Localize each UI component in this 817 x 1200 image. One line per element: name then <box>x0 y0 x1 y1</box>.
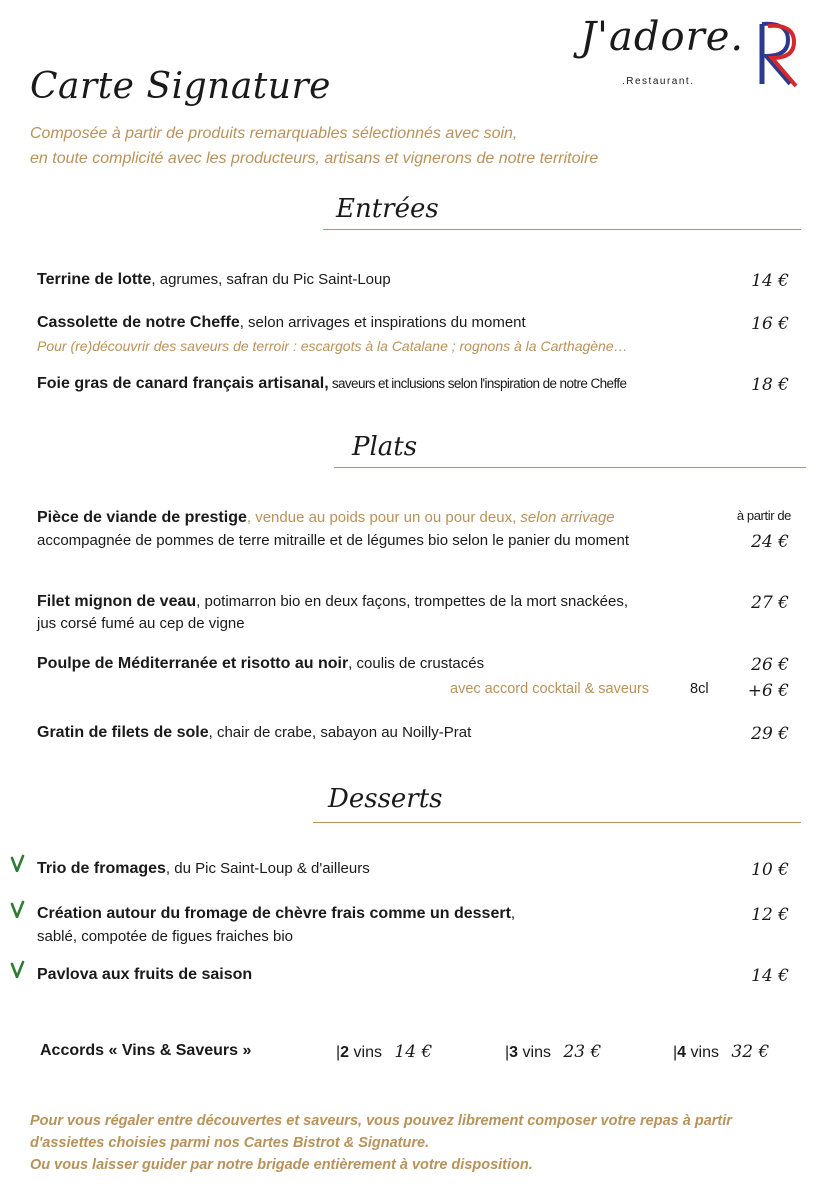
item-desc: , chair de crabe, sabayon au Noilly-Prat <box>208 724 472 741</box>
wine-pairing-price: 32 € <box>731 1042 770 1062</box>
item-desc: , agrumes, safran du Pic Saint-Loup <box>151 271 391 288</box>
pairing-qty: 8cl <box>690 681 709 697</box>
section-divider <box>334 467 806 468</box>
section-heading-entrees: Entrées <box>336 194 439 224</box>
item-price: 12 € <box>751 905 789 925</box>
item-desc-line2: jus corsé fumé au cep de vigne <box>37 615 245 632</box>
section-divider <box>323 229 801 230</box>
wine-pairing-option: |3 vins 23 € <box>505 1042 602 1062</box>
leaf-icon <box>8 854 26 872</box>
pairing-label: avec accord cocktail & saveurs <box>450 681 650 697</box>
menu-item <box>37 507 615 529</box>
menu-item <box>37 964 252 986</box>
menu-item <box>37 858 370 880</box>
footer-note <box>30 1110 732 1176</box>
wine-pairing-option: |2 vins 14 € <box>336 1042 433 1062</box>
intro-text <box>30 121 598 171</box>
item-name: Terrine de lotte <box>37 271 152 288</box>
item-name: Trio de fromages <box>37 860 166 877</box>
item-name: Filet mignon de veau <box>37 593 197 610</box>
logo-script-text: J'adore. <box>580 14 745 60</box>
section-heading-desserts: Desserts <box>328 784 443 814</box>
item-price: 10 € <box>751 860 789 880</box>
item-price: 16 € <box>751 314 789 334</box>
wine-pairing-price: 14 € <box>394 1042 433 1062</box>
wine-pairing-label: Accords « Vins & Saveurs » <box>40 1042 252 1059</box>
item-desc-line2: accompagnée de pommes de terre mitraille et de légumes bio selon le panier du moment <box>37 532 629 549</box>
menu-item <box>37 903 515 925</box>
footer-line: Ou vous laisser guider par notre brigade entièrement à votre disposition. <box>30 1157 533 1173</box>
item-name: Cassolette de notre Cheffe <box>37 314 240 331</box>
menu-item <box>37 722 471 744</box>
menu-item <box>37 373 626 395</box>
price-prefix: à partir de <box>736 508 791 523</box>
section-heading-plats: Plats <box>352 432 418 462</box>
leaf-icon <box>8 960 26 978</box>
item-desc: , <box>510 905 516 922</box>
item-desc: , coulis de crustacés <box>348 655 485 672</box>
leaf-icon <box>8 900 26 918</box>
item-desc-line2: sablé, compotée de figues fraiches bio <box>37 928 293 945</box>
item-name: Création autour du fromage de chèvre frais comme un dessert <box>37 905 511 922</box>
item-price: 27 € <box>751 593 789 613</box>
menu-item <box>37 653 484 675</box>
page-title: Carte Signature <box>30 66 331 107</box>
item-price: 24 € <box>751 532 789 552</box>
menu-item <box>37 269 391 291</box>
item-price: 14 € <box>751 271 789 291</box>
item-name: Pavlova aux fruits de saison <box>37 966 253 983</box>
item-desc: , du Pic Saint-Loup & d'ailleurs <box>165 860 370 877</box>
pairing-price: +6 € <box>747 681 789 701</box>
menu-item <box>37 591 628 613</box>
r-logo-icon <box>754 18 798 90</box>
intro-line: en toute complicité avec les producteurs, artisans et vignerons de notre territoire <box>30 150 599 167</box>
item-price: 18 € <box>751 375 789 395</box>
wine-pairing-price: 23 € <box>563 1042 602 1062</box>
item-name: Poulpe de Méditerranée et risotto au noir <box>37 655 349 672</box>
wine-pairing-option: |4 vins 32 € <box>673 1042 770 1062</box>
item-desc: saveurs et inclusions selon l'inspiration de notre Cheffe <box>328 376 627 391</box>
intro-line: Composée à partir de produits remarquables sélectionnés avec soin, <box>30 125 518 142</box>
item-name: Gratin de filets de sole <box>37 724 209 741</box>
item-price: 29 € <box>751 724 789 744</box>
logo-subtitle: .Restaurant. <box>622 76 695 87</box>
item-desc: , vendue au poids pour un ou pour deux, <box>246 509 521 526</box>
item-name: Foie gras de canard français artisanal, <box>37 375 329 392</box>
footer-line: Pour vous régaler entre découvertes et saveurs, vous pouvez librement composer votre repas à partir <box>30 1113 732 1129</box>
item-price: 14 € <box>751 966 789 986</box>
item-desc: , potimarron bio en deux façons, trompettes de la mort snackées, <box>196 593 629 610</box>
section-divider <box>313 822 801 823</box>
item-name: Pièce de viande de prestige <box>37 509 247 526</box>
item-desc: , selon arrivages et inspirations du moment <box>239 314 526 331</box>
restaurant-logo <box>578 8 745 92</box>
menu-item <box>37 312 526 334</box>
item-note: Pour (re)découvrir des saveurs de terroir : escargots à la Catalane ; rognons à la Carthagène… <box>37 338 628 354</box>
item-desc-italic: selon arrivage <box>520 509 615 526</box>
footer-line: d'assiettes choisies parmi nos Cartes Bistrot & Signature. <box>30 1135 430 1151</box>
item-price: 26 € <box>751 655 789 675</box>
